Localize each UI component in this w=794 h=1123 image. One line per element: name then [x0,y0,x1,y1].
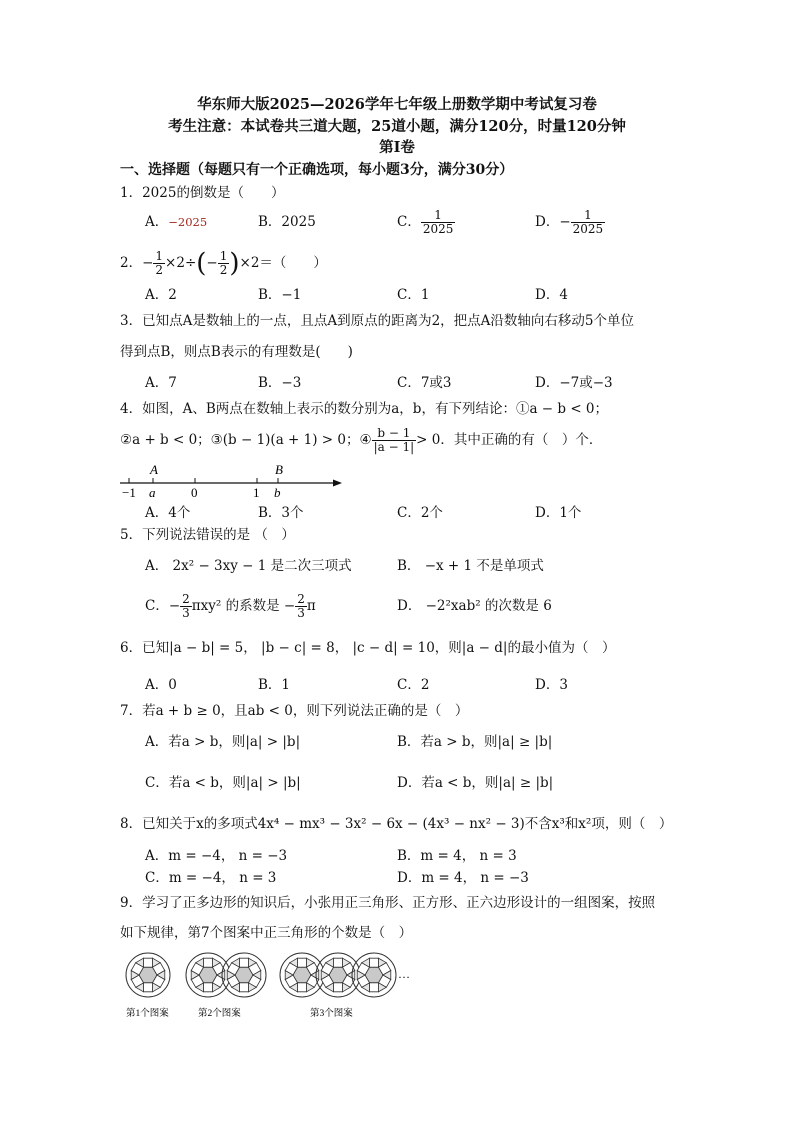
q4-number-line [112,460,352,500]
section-heading: 一、选择题（每题只有一个正确选项，每小题3分，满分30分） [120,162,514,178]
q5-c-den: 3 [182,606,190,620]
q5-option-c [145,587,316,625]
square-shape [240,983,249,992]
q2-option-b: B．−1 [258,287,302,303]
q6-option-c: C．2 [397,677,430,693]
q4-frac-num: b − 1 [372,427,417,441]
q7-option-d: D．若a < b，则|a| ≥ |b| [397,775,554,791]
q4-line-2b: > 0．其中正确的有（ ）个． [416,432,603,448]
q6-option-d: D．3 [535,677,568,693]
q5-c-end: π [306,598,316,614]
q1-c-label: C． [397,214,421,230]
q2-f2-num: 1 [219,249,228,263]
square-shape [334,958,343,967]
tick-0: 0 [191,485,198,500]
q6-option-b: B．1 [258,677,291,693]
q4-option-b: B．3个 [258,505,304,521]
q2-option-d: D．4 [535,287,568,303]
q4-option-d: D．1个 [535,505,582,521]
point-b-label: B [275,462,283,477]
q1-d-label: D．− [535,214,571,230]
q5-c-mid: πxy² 的系数是 − [191,598,296,614]
q8-stem: 8．已知关于x的多项式4x⁴ − mx³ − 3x² − 6x − (4x³ − nx² − 3)不含x³和x²项，则（ ） [120,816,673,832]
pattern-caption-1: 第1个图案 [126,1009,169,1019]
q5-c-fraction-2 [295,593,307,620]
tick-b: b [274,485,281,500]
q3-option-b: B．−3 [258,375,302,391]
q8-option-a: A．m = −4， n = −3 [145,848,288,864]
square-shape [240,958,249,967]
square-shape [370,958,379,967]
q1-option-b: B．2025 [258,214,316,230]
square-shape [334,983,343,992]
q2-f1-den: 2 [155,263,164,277]
square-shape [204,983,213,992]
q5-option-b: B． −x + 1 不是单项式 [397,558,544,574]
q4-frac-den: |a − 1| [373,440,415,454]
arrow-icon [333,480,342,487]
q1-c-fraction [421,209,456,236]
ellipsis: … [398,967,410,981]
q5-option-a: A． 2x² − 3xy − 1 是二次三项式 [145,558,352,574]
q4-fraction [372,427,417,454]
q4-line-2a: ②a + b < 0；③(b − 1)(a + 1) > 0；④ [120,432,372,448]
q3-line-2: 得到点B，则点B表示的有理数是( ) [120,344,353,360]
pattern-caption-2: 第2个图案 [198,1009,241,1019]
q8-option-d: D．m = 4， n = −3 [397,870,529,886]
q1-d-fraction [571,209,606,236]
q5-c-prefix: C．− [145,598,181,614]
tick-1: 1 [253,485,260,500]
q1-c-num: 1 [421,209,456,223]
point-a-label: A [150,462,158,477]
q3-option-d: D．−7或−3 [535,375,613,391]
q1-a-value: −2025 [168,215,208,229]
square-shape [298,958,307,967]
q2-f1-num: 1 [155,249,164,263]
q9-line-1: 9．学习了正多边形的知识后，小张用正三角形、正方形、正六边形设计的一组图案，按照 [120,895,656,911]
square-shape [298,983,307,992]
q5-c-fraction-1 [180,593,192,620]
exam-notice: 考生注意：本试卷共三道大题，25道小题，满分120分，时量120分钟 [168,118,626,135]
q4-option-c: C．2个 [397,505,443,521]
q5-c-num2: 2 [297,592,305,606]
q5-c-num: 2 [182,592,190,606]
q2-option-a: A．2 [145,287,177,303]
q2-suffix: ×2＝（ ） [239,255,327,271]
q4-option-a: A．4个 [145,505,191,521]
q1-a-label: A． [145,214,169,230]
q8-option-c: C．m = −4， n = 3 [145,870,277,886]
pattern-caption-3: 第3个图案 [310,1009,353,1019]
q4-line-1: 4．如图，A、B两点在数轴上表示的数分别为a，b，有下列结论：①a − b < 0； [120,401,609,417]
q5-c-den2: 3 [297,606,305,620]
q2-fraction-2 [218,250,230,277]
q1-stem: 1．2025的倒数是（ ） [120,185,285,201]
q7-option-c: C．若a < b，则|a| > |b| [145,775,301,791]
q6-option-a: A．0 [145,677,177,693]
q1-option-a [145,213,207,231]
q6-stem: 6．已知|a − b| = 5， |b − c| = 8， |c − d| = 10，则|a − d|的最小值为（ ） [120,640,616,656]
q5-stem: 5．下列说法错误的是 （ ） [120,527,295,543]
q7-option-b: B．若a > b，则|a| ≥ |b| [397,734,553,750]
q2-fraction-1 [153,250,165,277]
q1-d-num: 1 [571,209,606,223]
q3-option-a: A．7 [145,375,177,391]
q2-mid: ×2÷ [165,255,197,271]
square-shape [204,958,213,967]
q3-option-c: C．7或3 [397,375,452,391]
q3-line-1: 3．已知点A是数轴上的一点，且点A到原点的距离为2，把点A沿数轴向右移动5个单位 [120,313,635,329]
square-shape [370,983,379,992]
q7-stem: 7．若a + b ≥ 0，且ab < 0，则下列说法正确的是（ ） [120,703,469,719]
q9-pattern-figure [118,948,418,1030]
q2-prefix: 2．− [120,255,154,271]
q1-option-c [397,203,455,241]
tick-a: a [149,485,156,500]
q2-option-c: C．1 [397,287,430,303]
q5-option-d: D． −2²xab² 的次数是 6 [397,598,552,614]
q9-line-2: 如下规律，第7个图案中正三角形的个数是（ ） [120,925,413,941]
q1-d-den: 2025 [572,222,604,236]
q1-option-d [535,203,605,241]
q7-option-a: A．若a > b，则|a| > |b| [145,734,301,750]
q2-stem: 2．− $\frac{1}{2}$ ×2÷(− $\frac{1}{2}$ )×2＝（ ） [120,248,327,279]
q2-f2-den: 2 [219,263,228,277]
tick-neg1: −1 [122,485,136,500]
q1-c-den: 2025 [422,222,454,236]
exam-title: 华东师大版2025—2026学年七年级上册数学期中考试复习卷 [197,96,597,113]
q4-line-2 [120,422,602,458]
volume-label: 第Ⅰ卷 [379,139,415,156]
square-shape [144,983,153,992]
q8-option-b: B．m = 4， n = 3 [397,848,517,864]
square-shape [144,958,153,967]
